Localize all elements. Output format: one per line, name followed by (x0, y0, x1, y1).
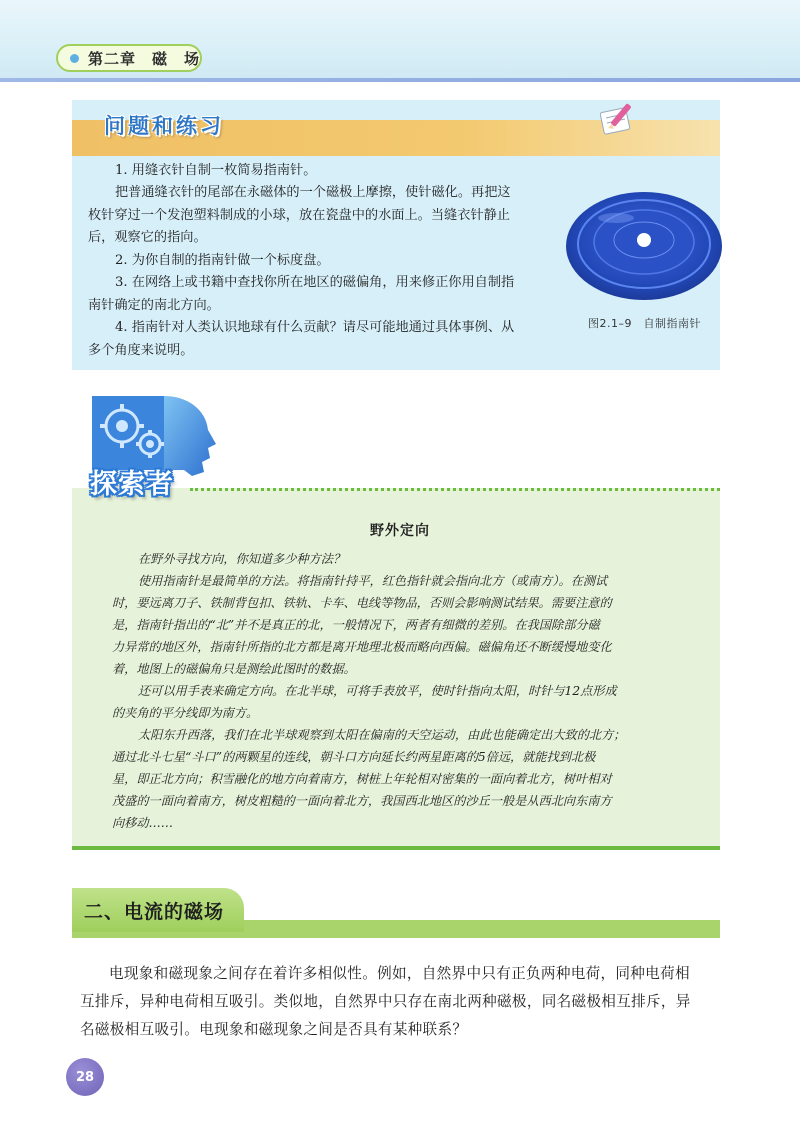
explorer-line: 通过北斗七星“斗口”的两颗星的连线，朝斗口方向延长约两星距离的5倍远，就能找到北极 (112, 750, 596, 764)
bullet-dot-icon (70, 54, 79, 63)
explorer-line: 太阳东升西落，我们在北半球观察到太阳在偏南的天空运动，由此也能确定出大致的北方； (138, 728, 626, 742)
question-1-body-line: 后，观察它的指向。 (88, 230, 207, 245)
body-paragraph-line: 名磁极相互吸引。电现象和磁现象之间是否具有某种联系？ (80, 1021, 468, 1038)
chapter-title: 第二章 磁 场 (88, 49, 201, 68)
figure-caption: 图2.1–9 自制指南针 (588, 317, 701, 330)
explorer-line: 使用指南针是最简单的方法。将指南针持平，红色指针就会指向北方（或南方）。在测试 (138, 574, 608, 588)
explorer-line: 在野外寻找方向，你知道多少种方法？ (138, 552, 346, 566)
page-number-badge (66, 1058, 104, 1096)
question-3-line: 南针确定的南北方向。 (88, 298, 220, 313)
explorer-line: 星，即正北方向；积雪融化的地方向着南方，树桩上年轮相对密集的一面向着北方，树叶相对 (112, 772, 612, 786)
explorer-heading: 野外定向 (370, 523, 430, 539)
section-tab (72, 888, 244, 932)
question-1-body-line: 把普通缝衣针的尾部在永磁体的一个磁极上摩擦，使针磁化。再把这 (115, 185, 511, 200)
problems-title: 问题和练习 (104, 114, 224, 138)
section-title: 二、电流的磁场 (84, 901, 225, 923)
explorer-line: 茂盛的一面向着南方，树皮粗糙的一面向着北方，我国西北地区的沙丘一般是从西北向东南方 (112, 794, 612, 808)
explorer-line: 时，要远离刀子、铁制背包扣、铁轨、卡车、电线等物品，否则会影响测试结果。需要注意的 (112, 596, 612, 610)
question-1: 1. 用缝衣针自制一枚简易指南针。 (115, 163, 317, 178)
chapter-tab (56, 44, 202, 72)
body-paragraph-line: 互排斥，异种电荷相互吸引。类似地，自然界中只存在南北两种磁极，同名磁极相互排斥，异 (80, 993, 691, 1010)
body-paragraph-line: 电现象和磁现象之间存在着许多相似性。例如，自然界中只有正负两种电荷，同种电荷相 (109, 965, 690, 982)
header-divider (0, 78, 800, 82)
question-3-line: 3. 在网络上或书籍中查找你所在地区的磁偏角，用来修正你用自制指 (115, 275, 515, 290)
blue-dish-figure (564, 182, 724, 302)
explorer-line: 着，地图上的磁偏角只是测绘此图时的数据。 (112, 662, 356, 676)
explorer-line: 向移动…… (112, 816, 173, 830)
page-number: 28 (75, 1069, 95, 1085)
question-1-body-line: 枚针穿过一个发泡塑料制成的小球，放在瓷盘中的水面上。当缝衣针静止 (88, 208, 510, 223)
question-4-line: 多个角度来说明。 (88, 343, 194, 358)
pencil-paper-icon (594, 98, 642, 142)
explorer-badge: 探索者 (90, 469, 174, 500)
explorer-line: 力异常的地区外，指南针所指的北方都是离开地理北极而略向西偏。磁偏角还不断缓慢地变化 (112, 640, 612, 654)
explorer-line: 还可以用手表来确定方向。在北半球，可将手表放平，使时针指向太阳，时针与12点形成 (138, 684, 617, 698)
explorer-line: 的夹角的平分线即为南方。 (112, 706, 259, 720)
question-2: 2. 为你自制的指南针做一个标度盘。 (115, 253, 330, 268)
explorer-bottom-border (72, 846, 720, 850)
explorer-line: 是，指南针指出的“北”并不是真正的北，一般情况下，两者有细微的差别。在我国除部分磁 (112, 618, 600, 632)
explorer-dotted-border (190, 488, 720, 491)
question-4-line: 4. 指南针对人类认识地球有什么贡献？请尽可能地通过具体事例、从 (115, 320, 515, 335)
